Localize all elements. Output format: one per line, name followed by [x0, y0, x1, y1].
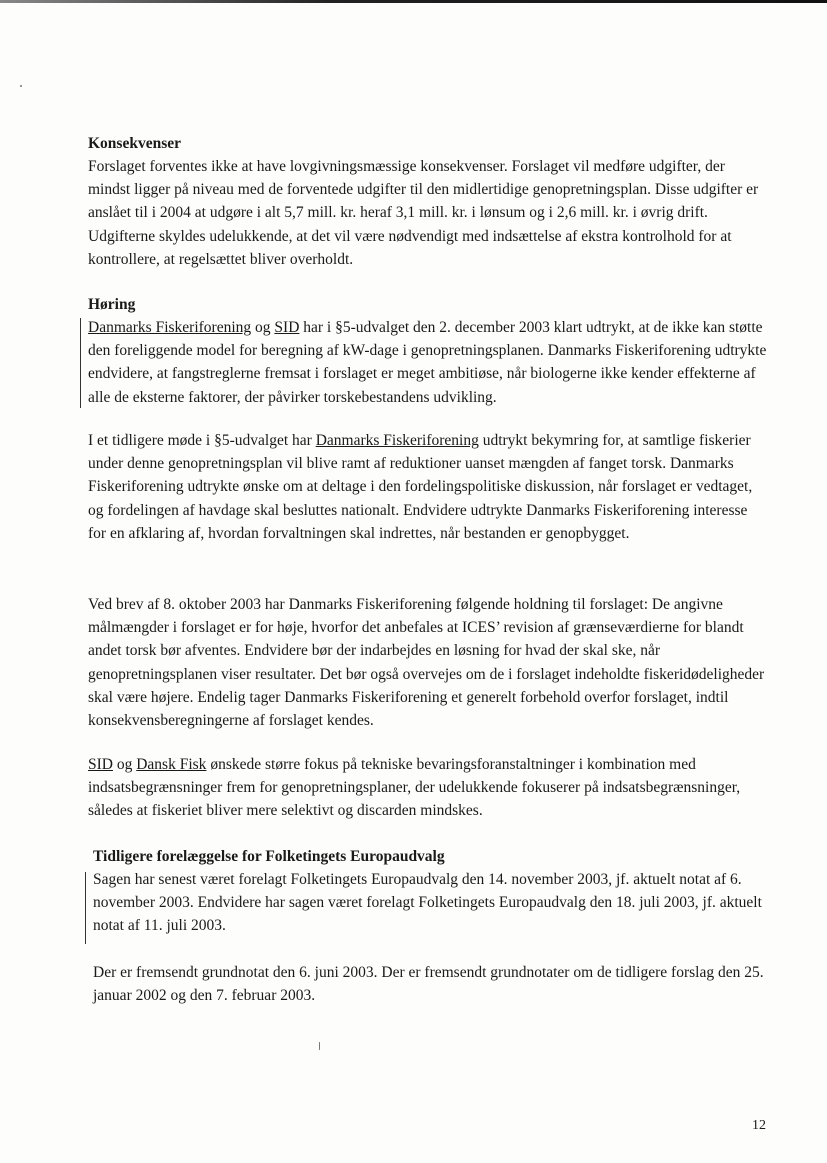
section-tidligere: [93, 846, 773, 938]
section-heading: Konsekvenser: [88, 135, 181, 152]
revision-bar: [80, 318, 81, 408]
underlined-organization: SID: [88, 756, 113, 773]
scan-speck: [319, 1042, 320, 1050]
paragraph: SID og Dansk Fisk ønskede større fokus på tekniske bevaringsforanstaltninger i kombination med indsatsbegrænsninger frem for genopretningsplaner, der udelukkende fokuserer på indsatsbegrænsninger, således at fiskeriet bliver mere selektivt og discarden mindskes.: [88, 756, 741, 820]
paragraph: Forslaget forventes ikke at have lovgivningsmæssige konsekvenser. Forslaget vil medføre udgifter, der mindst ligger på niveau med de forventede udgifter til den midlertidige genopretningsplan. Disse udgifter er anslået til i 2004 at udgøre i alt 5,7 mill. kr. heraf 3,1 mill. kr. i lønsum og i 2,6 mill. kr. i øvrig drift. Udgifterne skyldes udelukkende, at det vil være nødvendigt med indsættelse af ekstra kontrolhold for at kontrollere, at regelsættet bliver overholdt.: [88, 158, 759, 268]
scan-top-edge: [0, 0, 827, 3]
paragraph: Sagen har senest været forelagt Folketingets Europaudvalg den 14. november 2003, jf. aktuelt notat af 6. november 2003. Endvidere har sagen været forelagt Folketingets Europaudvalg den 18. juli 2003, jf. aktuelt notat af 11. juli 2003.: [93, 871, 762, 935]
underlined-organization: Dansk Fisk: [136, 756, 207, 773]
section-horing: [88, 294, 768, 409]
underlined-organization: Danmarks Fiskeriforening: [315, 432, 479, 449]
revision-bar: [85, 872, 86, 944]
paragraph: I et tidligere møde i §5-udvalget har Danmarks Fiskeriforening udtrykt bekymring for, at samtlige fiskerier under denne genopretningsplan vil blive ramt af reduktioner uanset mængden af fanget torsk. Danmarks Fiskeriforening udtrykte ønske om at deltage i den fordelingspolitiske diskussion, når forslaget er vedtaget, og fordelingen af havdage skal besluttes nationalt. Endvidere udtrykte Danmarks Fiskeriforening interesse for en afklaring af, hvordan forvaltningen skal indrettes, når bestanden er genopbygget.: [88, 432, 753, 542]
page-number: 12: [752, 1118, 766, 1133]
paragraph: Ved brev af 8. oktober 2003 har Danmarks Fiskeriforening følgende holdning til forslaget: De angivne målmængder i forslaget er for høje, hvorfor det anbefales at ICES’ revision af grænseværdierne for blandt andet torsk bør afventes. Endvidere bør der indarbejdes en løsning for hvad der skal ske, når genopretningsplanen viser resultater. Det bør også overvejes om de i forslaget indeholdte fiskeridødeligheder skal være højere. Endelig tager Danmarks Fiskeriforening et generelt forbehold overfor forslaget, indtil konsekvensberegningerne af forslaget kendes.: [88, 596, 765, 730]
scan-speck: [20, 85, 22, 87]
paragraph: Danmarks Fiskeriforening og SID har i §5-udvalget den 2. december 2003 klart udtrykt, at de ikke kan støtte den foreliggende model for beregning af kW-dage i genopretningsplanen. Danmarks Fiskeriforening udtrykte endvidere, at fangstreglerne fremsat i forslaget er meget ambitiøse, når biologerne ikke kender effekterne af alle de eksterne faktorer, der påvirker torskebestandens udvikling.: [88, 319, 767, 406]
section-heading: Tidligere forelæggelse for Folketingets Europaudvalg: [93, 848, 445, 865]
section-horing-p4: [88, 753, 768, 823]
section-heading: Høring: [88, 296, 136, 313]
section-horing-p3: [88, 593, 768, 732]
section-konsekvenser: [88, 133, 768, 271]
paragraph: Der er fremsendt grundnotat den 6. juni 2003. Der er fremsendt grundnotater om de tidligere forslag den 25. januar 2002 og den 7. februar 2003.: [93, 964, 764, 1005]
underlined-organization: Danmarks Fiskeriforening: [88, 319, 252, 336]
section-tidligere-p2: [93, 961, 773, 1007]
section-horing-p2: [88, 429, 768, 545]
underlined-organization: SID: [274, 319, 300, 336]
